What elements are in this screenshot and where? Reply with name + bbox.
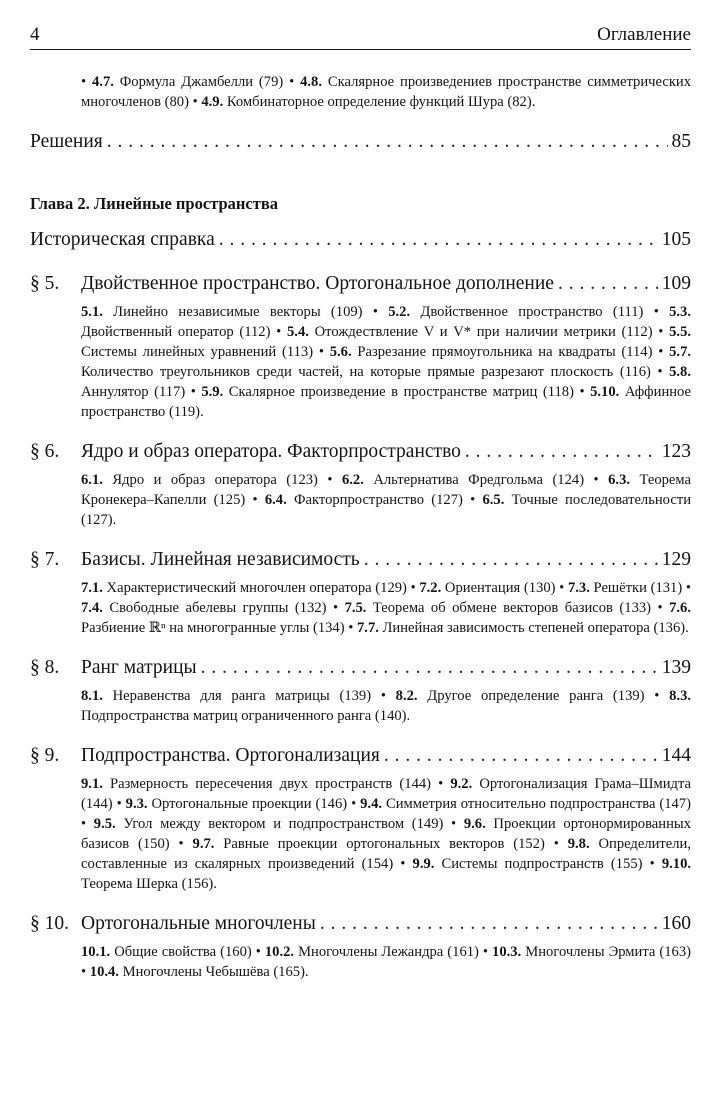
subsection-number: 10.4. <box>89 964 119 980</box>
bullet-separator: • <box>313 344 330 360</box>
subsection-number: 7.7. <box>357 620 379 636</box>
toc-entry-title: Историческая справка <box>30 229 215 250</box>
section-number: § 8. <box>30 657 60 678</box>
section-number: § 9. <box>30 745 60 766</box>
bullet-separator: • <box>573 384 591 400</box>
subsection-title: Системы линейных уравнений (113) <box>81 344 314 360</box>
bullet-separator: • <box>112 796 126 812</box>
toc-entry[interactable] <box>30 546 691 574</box>
subsection-title: Формула Джамбелли (79) <box>113 74 284 90</box>
subsection-number: 5.10. <box>590 384 620 400</box>
subsection-number: 8.1. <box>81 688 103 704</box>
subsection-title: Характеристический многочлен оператора (129) <box>102 580 407 596</box>
subsection-title: Отождествление V и V* при наличии метрики (112) <box>308 324 653 340</box>
bullet-separator: • <box>462 492 483 508</box>
top-subsections <box>81 72 691 112</box>
subsection-item[interactable] <box>81 944 252 960</box>
toc-entry-page: 105 <box>661 229 691 250</box>
bullet-separator: • <box>283 74 301 90</box>
subsection-title: Неравенства для ранга матрицы (139) <box>102 688 372 704</box>
subsection-title: Общие свойства (160) <box>110 944 252 960</box>
toc-section <box>30 654 691 726</box>
subsection-title: Ортогональные проекции (146) <box>147 796 348 812</box>
bullet-separator: • <box>431 776 451 792</box>
section-title: Ортогональные многочлены <box>81 913 316 934</box>
dot-leader <box>107 128 668 156</box>
subsection-item[interactable] <box>360 796 691 812</box>
subsection-list <box>81 578 691 638</box>
subsection-number: 9.1. <box>81 776 103 792</box>
subsection-number: 7.5. <box>344 600 367 616</box>
section-page: 129 <box>661 549 691 570</box>
subsection-item[interactable] <box>81 688 371 704</box>
bullet-separator: • <box>185 384 202 400</box>
subsection-list <box>81 774 691 894</box>
subsection-number: 5.9. <box>201 384 224 400</box>
page-number: 4 <box>30 24 40 45</box>
subsection-title: Линейно независимые векторы (109) <box>102 304 363 320</box>
toc-section <box>30 742 691 894</box>
bullet-separator: • <box>317 472 342 488</box>
bullet-separator: • <box>544 836 568 852</box>
section-page: 139 <box>661 657 691 678</box>
subsection-item[interactable] <box>193 836 545 852</box>
bullet-separator: • <box>682 580 691 596</box>
subsection-title: Двойственное пространство (111) <box>410 304 644 320</box>
bullet-separator: • <box>650 364 670 380</box>
subsection-title: Факторпространство (127) <box>286 492 463 508</box>
subsection-title: Симметрия относительно подпространства (147) <box>382 796 692 812</box>
subsection-item[interactable] <box>492 944 691 960</box>
bullet-separator: • <box>651 600 670 616</box>
subsection-number: 9.5. <box>93 816 116 832</box>
bullet-separator: • <box>443 816 464 832</box>
subsection-item[interactable] <box>388 304 643 320</box>
section-number: § 7. <box>30 549 60 570</box>
subsection-title: Определители, составленные из скалярных произведений (154) <box>81 836 692 872</box>
subsection-number: 6.5. <box>482 492 505 508</box>
bullet-separator: • <box>478 944 493 960</box>
subsection-title: Ортогонализация Грама–Шмидта (144) <box>81 776 691 812</box>
subsection-list <box>81 470 691 530</box>
section-page: 160 <box>661 913 691 934</box>
subsection-item[interactable] <box>81 580 407 596</box>
bullet-separator: • <box>326 600 345 616</box>
subsection-item[interactable] <box>201 384 574 400</box>
subsection-item[interactable] <box>90 964 309 980</box>
subsection-title: Свободные абелевы группы (132) <box>102 600 327 616</box>
subsection-number: 5.3. <box>669 304 691 320</box>
subsection-list <box>81 302 691 422</box>
subsection-item[interactable] <box>126 796 347 812</box>
subsection-title: Двойственный оператор (112) <box>81 324 271 340</box>
subsection-item[interactable] <box>419 580 555 596</box>
subsection-title: Ядро и образ оператора (123) <box>102 472 318 488</box>
dot-leader <box>465 438 658 466</box>
bullet-separator: • <box>251 944 265 960</box>
subsection-list <box>81 686 691 726</box>
subsection-title: Размерность пересечения двух пространств (144) <box>102 776 432 792</box>
section-page: 109 <box>661 273 691 294</box>
subsection-title: Линейная зависимость степеней оператора (136). <box>378 620 689 636</box>
subsection-title: Теорема Кронекера–Капелли (125) <box>81 472 692 508</box>
subsection-number: 7.6. <box>669 600 691 616</box>
subsection-title: Разбиение ℝⁿ на многогранные углы (134) <box>81 620 345 636</box>
toc-section <box>30 438 691 530</box>
subsection-title: Аффинное пространство (119). <box>81 384 692 420</box>
subsection-title: Подпространства матриц ограниченного ранга (140). <box>81 708 411 724</box>
subsection-number: 6.1. <box>81 472 103 488</box>
bullet-separator: • <box>347 796 361 812</box>
bullet-separator: • <box>169 836 193 852</box>
subsection-title: Разрезание прямоугольника на квадраты (114) <box>351 344 653 360</box>
subsection-number: 5.7. <box>669 344 692 360</box>
subsection-item[interactable] <box>345 600 651 616</box>
subsection-number: 9.8. <box>567 836 590 852</box>
subsection-title: Равные проекции ортогональных векторов (152) <box>214 836 545 852</box>
subsection-title: Многочлены Эрмита (163) <box>521 944 692 960</box>
bullet-separator: • <box>245 492 265 508</box>
bullet-separator: • <box>652 324 670 340</box>
subsection-item[interactable] <box>396 688 645 704</box>
toc-entry[interactable] <box>30 438 691 466</box>
bullet-separator: • <box>642 856 662 872</box>
bullet-separator: • <box>371 688 396 704</box>
subsection-number: 9.9. <box>412 856 435 872</box>
subsection-title: Решётки (131) <box>589 580 683 596</box>
subsection-item[interactable] <box>568 580 682 596</box>
bullet-separator: • <box>81 816 94 832</box>
section-title: Подпространства. Ортогонализация <box>81 745 380 766</box>
running-title: Оглавление <box>597 24 691 45</box>
subsection-item[interactable] <box>265 492 463 508</box>
toc-content <box>30 72 691 982</box>
bullet-separator: • <box>406 580 420 596</box>
subsection-item[interactable] <box>201 94 535 110</box>
bullet-separator: • <box>643 304 670 320</box>
bullet-separator: • <box>188 94 202 110</box>
subsection-number: 10.2. <box>264 944 295 960</box>
section-number: § 5. <box>30 273 60 294</box>
subsection-number: 9.4. <box>360 796 383 812</box>
subsection-item[interactable] <box>287 324 653 340</box>
subsection-item[interactable] <box>357 620 689 636</box>
subsection-number: 5.4. <box>287 324 309 340</box>
subsection-number: 4.9. <box>201 94 224 110</box>
toc-section <box>30 270 691 422</box>
subsection-title: Многочлены Чебышёва (165). <box>118 964 309 980</box>
subsection-number: 7.4. <box>81 600 103 616</box>
subsection-title: Другое определение ранга (139) <box>417 688 645 704</box>
subsection-title: Точные последовательности (127). <box>81 492 692 528</box>
subsection-item[interactable] <box>94 816 444 832</box>
toc-entry-page: 85 <box>671 131 691 152</box>
subsection-number: 6.2. <box>341 472 364 488</box>
bullet-separator: • <box>652 344 670 360</box>
subsection-title: Скалярное произведение в пространстве матриц (118) <box>223 384 574 400</box>
subsection-number: 7.1. <box>81 580 103 596</box>
section-title: Ранг матрицы <box>81 657 197 678</box>
subsection-title: Количество треугольников среди частей, на которые прямые разрезают плоскость (116) <box>81 364 651 380</box>
subsection-number: 5.2. <box>388 304 411 320</box>
section-page: 144 <box>661 745 691 766</box>
subsection-number: 9.7. <box>192 836 215 852</box>
subsection-item[interactable] <box>265 944 479 960</box>
subsection-number: 9.2. <box>450 776 473 792</box>
dot-leader <box>384 742 658 770</box>
toc-entry-title: Решения <box>30 131 103 152</box>
subsection-number: 9.3. <box>125 796 148 812</box>
bullet-separator: • <box>81 964 90 980</box>
toc-entry-solutions[interactable] <box>30 128 691 156</box>
subsection-title: Альтернатива Фредгольма (124) <box>363 472 585 488</box>
subsection-title: Системы подпространств (155) <box>434 856 643 872</box>
bullet-separator: • <box>584 472 609 488</box>
toc-entry[interactable] <box>30 742 691 770</box>
subsection-item[interactable] <box>330 344 653 360</box>
subsection-number: 5.6. <box>329 344 352 360</box>
subsection-number: 6.3. <box>608 472 631 488</box>
subsection-title: Многочлены Лежандра (161) <box>294 944 479 960</box>
bullet-separator: • <box>393 856 413 872</box>
section-title: Базисы. Линейная независимость <box>81 549 360 570</box>
bullet-separator: • <box>644 688 670 704</box>
running-header <box>30 20 691 50</box>
bullet-separator: • <box>362 304 389 320</box>
subsection-item[interactable] <box>81 600 327 616</box>
subsection-item[interactable] <box>413 856 643 872</box>
subsection-number: 5.5. <box>669 324 692 340</box>
subsection-number: 10.1. <box>81 944 111 960</box>
section-number: § 10. <box>30 913 69 934</box>
subsection-number: 4.8. <box>300 74 322 90</box>
subsection-number: 6.4. <box>264 492 287 508</box>
toc-section <box>30 546 691 638</box>
subsection-title: Теорема об обмене векторов базисов (133) <box>366 600 652 616</box>
chapter-title: Глава 2. Линейные пространства <box>30 194 278 213</box>
bullet-separator: • <box>555 580 568 596</box>
subsection-number: 5.1. <box>81 304 103 320</box>
dot-leader <box>364 546 658 574</box>
dot-leader <box>219 226 658 254</box>
dot-leader <box>320 910 658 938</box>
subsection-number: 7.3. <box>567 580 590 596</box>
section-title: Ядро и образ оператора. Факторпространство <box>81 441 461 462</box>
subsection-number: 9.10. <box>661 856 692 872</box>
subsection-number: 4.7. <box>92 74 114 90</box>
subsection-title: Угол между вектором и подпространством (149) <box>115 816 444 832</box>
toc-entry[interactable] <box>30 270 691 298</box>
subsection-item[interactable] <box>342 472 584 488</box>
bullet-separator: • <box>270 324 287 340</box>
section-title: Двойственное пространство. Ортогональное дополнение <box>81 273 554 294</box>
bullet-separator: • <box>81 74 92 90</box>
subsection-number: 10.3. <box>492 944 522 960</box>
subsection-item[interactable] <box>92 74 283 90</box>
subsection-item[interactable] <box>81 776 431 792</box>
subsection-number: 7.2. <box>419 580 442 596</box>
subsection-item[interactable] <box>81 472 318 488</box>
subsection-title: Комбинаторное определение функций Шура (82). <box>223 94 536 110</box>
subsection-title: Проекции ортонормированных базисов (150) <box>81 816 692 852</box>
bullet-separator: • <box>344 620 357 636</box>
subsection-number: 8.2. <box>395 688 418 704</box>
dot-leader <box>201 654 658 682</box>
toc-entry[interactable] <box>30 910 691 938</box>
subsection-list <box>81 942 691 982</box>
toc-section <box>30 910 691 982</box>
subsection-number: 8.3. <box>669 688 692 704</box>
toc-entry-historical[interactable] <box>30 226 691 254</box>
sections-list <box>30 270 691 982</box>
section-number: § 6. <box>30 441 60 462</box>
subsection-title: Теорема Шерка (156). <box>81 876 217 892</box>
subsection-number: 5.8. <box>669 364 691 380</box>
subsection-title: Ориентация (130) <box>441 580 556 596</box>
subsection-item[interactable] <box>81 304 363 320</box>
subsection-title: Скалярное произведениев пространстве симметрических многочленов (80) <box>81 74 692 110</box>
subsection-title: Аннулятор (117) <box>81 384 186 400</box>
section-page: 123 <box>661 441 691 462</box>
subsection-number: 9.6. <box>463 816 486 832</box>
toc-entry[interactable] <box>30 654 691 682</box>
dot-leader <box>558 270 658 298</box>
